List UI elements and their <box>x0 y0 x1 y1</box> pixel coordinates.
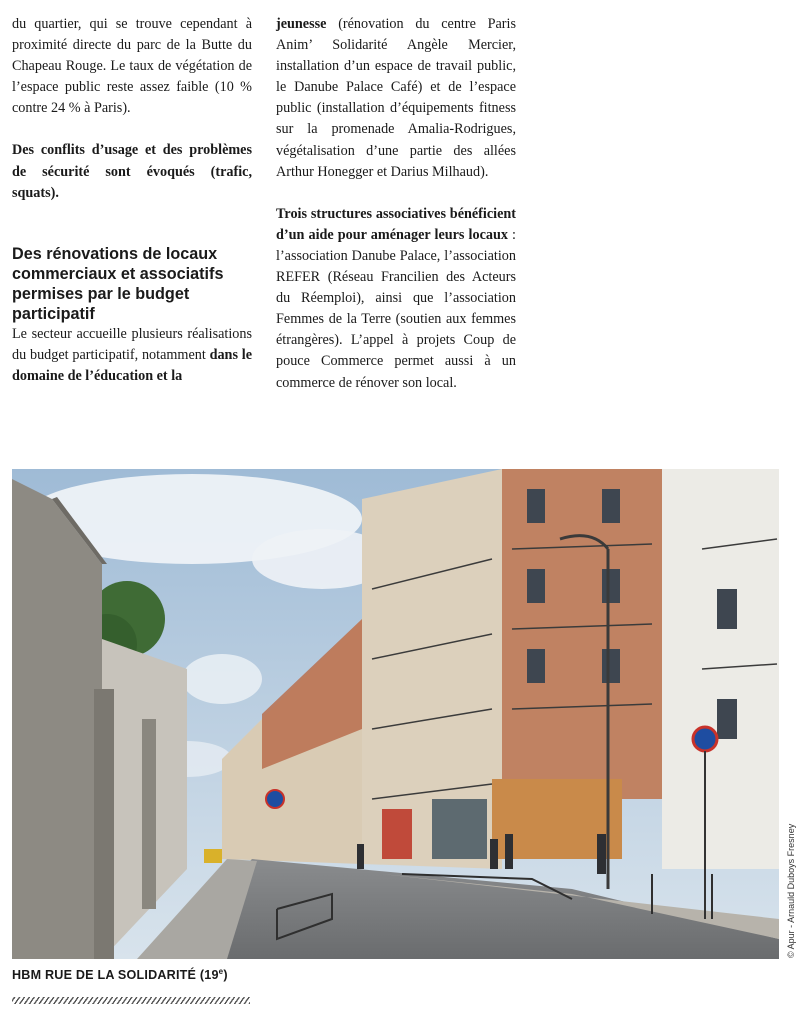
paragraph-youth <box>276 14 516 183</box>
paragraph-associations <box>276 204 516 394</box>
section-heading: Des rénovations de locaux commerciaux et associatifs permises par le budget participatif <box>12 244 224 323</box>
no-parking-sign <box>266 790 284 808</box>
conflicts-bold-text: Des conflits d’usage et des problèmes de sécurité sont évoqués (trafic, squats). <box>12 142 252 201</box>
paragraph-conflicts <box>12 140 252 203</box>
shopfront-red <box>382 809 412 859</box>
caption-text: HBM RUE DE LA SOLIDARITÉ (19 <box>12 968 219 983</box>
youth-text: (rénovation du centre Paris Anim’ Solidarité Angèle Mercier, installation d’un espace de travail public, le Danube Palace Café) et de l’espace public (installation d’équipements fitness sur la promenade Amalia-Rodrigues, végétalisation d’une partie des allées Arthur Honegger et Darius Milhaud). <box>276 16 516 180</box>
left-wall <box>12 479 102 959</box>
paragraph-intro: du quartier, qui se trouve cependant à proximité directe du parc de la Butte du Chapeau Rouge. Le taux de végétation de l’espace public reste assez faible (10 % contre 24 % à Paris). <box>12 16 252 117</box>
gate-pillar <box>94 689 114 959</box>
budget-text: Le secteur accueille plusieurs réalisations du budget participatif, notamment <box>12 325 252 363</box>
paragraph-budget <box>12 324 252 387</box>
right-text-column <box>276 14 516 394</box>
photo-credit: © Apur - Arnauld Duboys Fresney <box>786 823 796 958</box>
no-parking-sign <box>693 727 717 751</box>
white-corner-building <box>662 469 779 869</box>
caption-closing: ) <box>223 968 228 983</box>
youth-bold-text: jeunesse <box>276 16 327 32</box>
shopfront <box>432 799 487 859</box>
associations-bold-text: Trois structures associatives bénéficient d’un aide pour aménager leurs locaux <box>276 205 516 243</box>
hatched-rule <box>12 997 250 1004</box>
parked-car <box>204 849 222 863</box>
left-text-column <box>12 14 252 387</box>
photo-caption <box>12 967 228 982</box>
cloud <box>182 654 262 704</box>
caption-superscript: e <box>218 967 224 976</box>
street-photo <box>12 469 779 959</box>
associations-text: : l’association Danube Palace, l’association REFER (Réseau Francilien des Acteurs du Réemploi), ainsi que l’association Femmes de la Terre (soutien aux femmes étrangères). L’appel à projets Coup de pouce Commerce permet aussi à un commerce de rénover son local. <box>276 226 516 391</box>
gate-pillar <box>142 719 156 909</box>
budget-bold-text: dans le domaine de l’éducation et la <box>12 346 253 384</box>
